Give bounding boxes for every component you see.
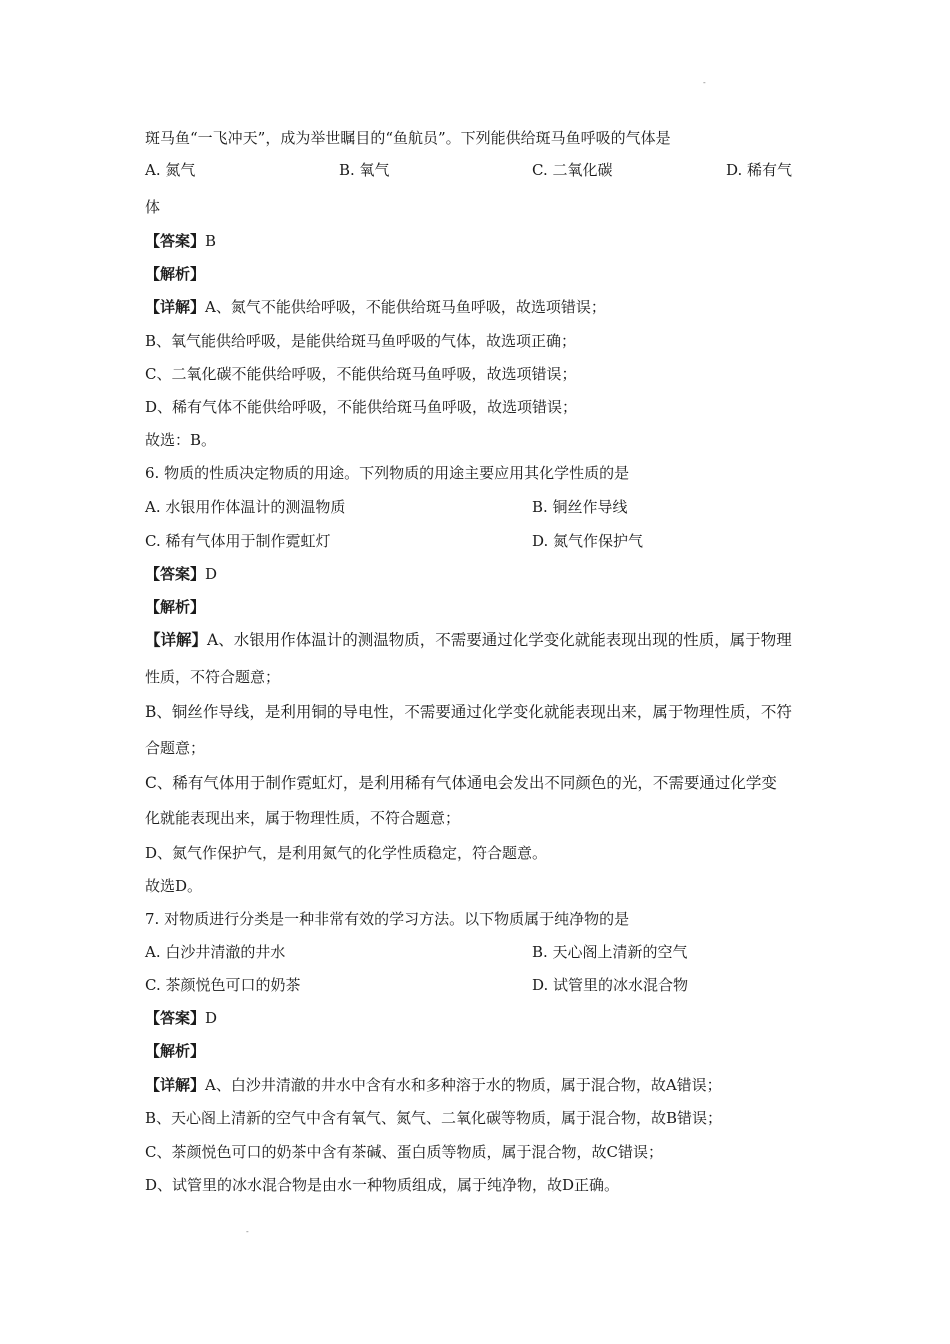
q5-option-b: B. 氧气 xyxy=(339,161,390,179)
detail-tag: 【详解】 xyxy=(145,298,206,316)
q7-detail-line: 【详解】A、白沙井清澈的井水中含有水和多种溶于水的物质，属于混合物，故A错误； xyxy=(145,1076,722,1094)
answer-value: B xyxy=(205,232,217,250)
q6-detail-line: 化就能表现出来，属于物理性质，不符合题意； xyxy=(145,809,461,827)
q5-option-d: D. 稀有气 xyxy=(726,161,793,179)
q7-answer xyxy=(145,1008,217,1028)
q6-detail-line: 合题意； xyxy=(145,739,206,757)
answer-value: D xyxy=(205,565,218,583)
q7-analysis-tag: 【解析】 xyxy=(145,1042,206,1060)
detail-tag: 【详解】 xyxy=(145,1076,206,1094)
q7-option-a: A. 白沙井清澈的井水 xyxy=(145,943,286,961)
q5-option-a: A. 氮气 xyxy=(145,161,196,179)
page-mark-top: - xyxy=(703,78,706,87)
q5-detail-line: D、稀有气体不能供给呼吸，不能供给斑马鱼呼吸，故选项错误； xyxy=(145,398,578,416)
q7-option-d: D. 试管里的冰水混合物 xyxy=(532,976,689,994)
q5-detail-line: B、氧气能供给呼吸，是能供给斑马鱼呼吸的气体，故选项正确； xyxy=(145,332,577,350)
q7-stem: 7. 对物质进行分类是一种非常有效的学习方法。以下物质属于纯净物的是 xyxy=(145,910,630,928)
q6-conclusion: 故选D。 xyxy=(145,877,203,895)
q6-analysis-tag: 【解析】 xyxy=(145,598,206,616)
answer-value: D xyxy=(205,1009,218,1027)
q6-option-c: C. 稀有气体用于制作霓虹灯 xyxy=(145,532,331,550)
q7-detail-line: D、试管里的冰水混合物是由水一种物质组成，属于纯净物，故D正确。 xyxy=(145,1176,620,1194)
answer-tag: 【答案】 xyxy=(145,565,206,583)
q6-detail-line: C、稀有气体用于制作霓虹灯，是利用稀有气体通电会发出不同颜色的光，不需要通过化学变 xyxy=(145,774,777,792)
q5-option-d-wrap: 体 xyxy=(145,198,161,216)
q7-option-c: C. 茶颜悦色可口的奶茶 xyxy=(145,976,301,994)
q6-answer xyxy=(145,564,217,584)
q7-option-b: B. 天心阁上清新的空气 xyxy=(532,943,688,961)
q5-answer xyxy=(145,231,216,251)
q5-detail-line: C、二氧化碳不能供给呼吸，不能供给斑马鱼呼吸，故选项错误； xyxy=(145,365,577,383)
q6-detail-line: 性质，不符合题意； xyxy=(145,668,281,686)
q6-option-d: D. 氮气作保护气 xyxy=(532,532,644,550)
q6-detail-line: D、氮气作保护气，是利用氮气的化学性质稳定，符合题意。 xyxy=(145,844,548,862)
answer-tag: 【答案】 xyxy=(145,232,206,250)
q5-stem: 斑马鱼“一飞冲天”，成为举世瞩目的“鱼航员”。下列能供给斑马鱼呼吸的气体是 xyxy=(145,129,671,147)
q5-detail-line: 【详解】A、氮气不能供给呼吸，不能供给斑马鱼呼吸，故选项错误； xyxy=(145,298,606,316)
q5-conclusion: 故选：B。 xyxy=(145,431,217,449)
page-mark-bottom: - xyxy=(246,1227,249,1236)
q6-detail-line: B、铜丝作导线，是利用铜的导电性，不需要通过化学变化就能表现出来，属于物理性质，不符 xyxy=(145,703,792,721)
detail-tag: 【详解】 xyxy=(145,630,208,649)
q7-detail-line: C、茶颜悦色可口的奶茶中含有茶碱、蛋白质等物质，属于混合物，故C错误； xyxy=(145,1143,663,1161)
q7-detail-line: B、天心阁上清新的空气中含有氧气、氮气、二氧化碳等物质，属于混合物，故B错误； xyxy=(145,1109,723,1127)
q6-detail-line: 【详解】A、水银用作体温计的测温物质，不需要通过化学变化就能表现出现的性质，属于物理 xyxy=(145,630,792,649)
q6-stem: 6. 物质的性质决定物质的用途。下列物质的用途主要应用其化学性质的是 xyxy=(145,464,630,482)
q6-option-a: A. 水银用作体温计的测温物质 xyxy=(145,498,346,516)
q5-analysis-tag: 【解析】 xyxy=(145,265,206,283)
answer-tag: 【答案】 xyxy=(145,1009,206,1027)
q6-option-b: B. 铜丝作导线 xyxy=(532,498,628,516)
q5-option-c: C. 二氧化碳 xyxy=(532,161,613,179)
